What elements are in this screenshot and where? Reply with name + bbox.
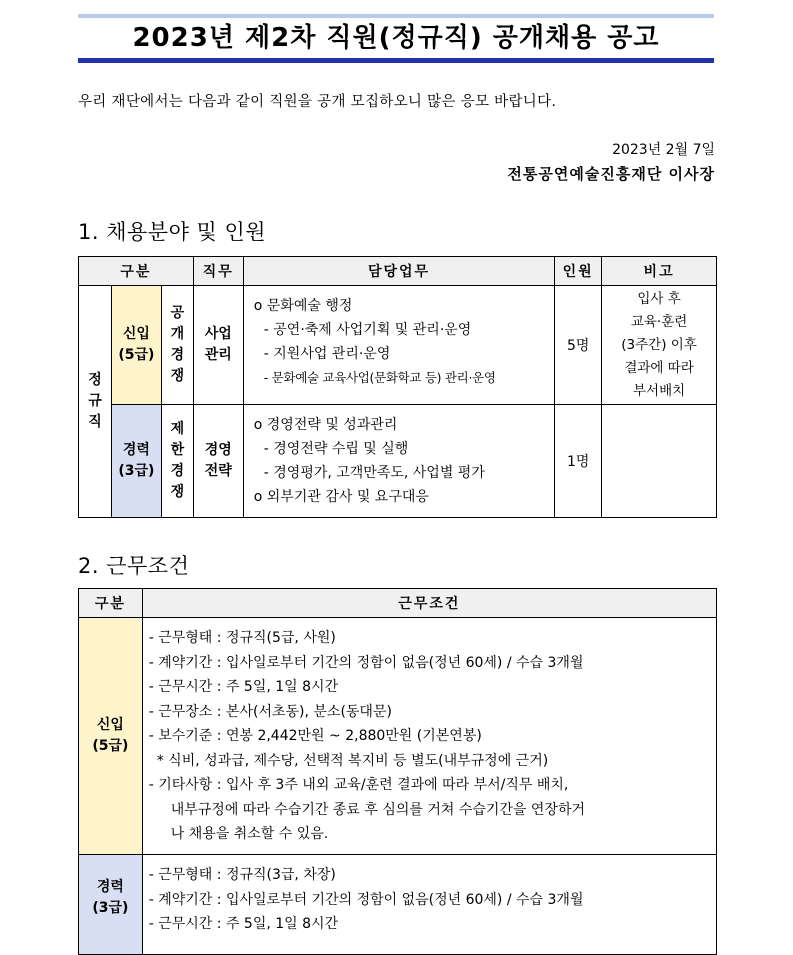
duty-item: o 경영전략 및 성과관리 [253,417,398,433]
type-char: 개 [170,326,185,342]
job-line: 관리 [204,347,232,363]
job-cell [193,286,243,405]
count-cell: 1명 [555,405,602,518]
table-row [79,855,717,955]
duties-cell [243,286,554,405]
duty-item: - 문화예술 교육사업(문화학교 등) 관리·운영 [263,370,496,385]
type-char: 한 [170,442,185,458]
type-char: 쟁 [170,484,185,500]
duty-item: - 경영전략 수립 및 실행 [263,441,409,457]
title-block [78,14,714,63]
condition-line: - 기타사항 : 입사 후 3주 내외 교육/훈련 결과에 따라 부서/직무 배치, [148,777,569,793]
grade-level: (3급) [118,463,155,479]
header-conditions: 근무조건 [142,589,716,618]
count-cell: 5명 [555,286,602,405]
condition-line: - 계약기간 : 입사일로부터 기간의 정함이 없음(정년 60세) / 수습 3개월 [148,654,584,671]
duty-item: - 지원사업 관리·운영 [263,346,391,362]
condition-line: - 보수기준 : 연봉 2,442만원 ~ 2,880만원 (기본연봉) [148,728,482,744]
header-note: 비고 [602,257,717,286]
condition-continuation: 나 채용을 취소할 수 있음. [170,826,329,842]
table-header-row [79,257,717,286]
note-cell [602,405,717,518]
condition-line: - 계약기간 : 입사일로부터 기간의 정함이 없음(정년 60세) / 수습 3개월 [148,891,584,908]
condition-line: - 근무시간 : 주 5일, 1일 8시간 [148,679,339,695]
type-char: 공 [170,305,185,321]
grade-cell [111,405,161,518]
hiring-type-cell [161,405,193,518]
note-line: (3주간) 이후 [621,336,697,353]
section2-title: 2. 근무조건 [78,554,190,578]
grade-cell [111,286,161,405]
table-row [79,405,717,518]
group-label [79,286,112,518]
header-duties: 담당업무 [243,257,554,286]
note-line: 입사 후 [637,290,681,307]
type-char: 쟁 [170,368,185,384]
note-line: 결과에 따라 [624,359,694,376]
grade-level: (5급) [92,738,129,754]
issuer: 전통공연예술진흥재단 이사장 [507,165,715,183]
title-bottom-rule [78,58,714,63]
condition-note: * 식비, 성과급, 제수당, 선택적 복지비 등 별도(내부규정에 근거) [156,752,549,769]
type-char: 경 [170,347,185,363]
duties-cell [243,405,554,518]
job-line: 경영 [204,442,232,458]
grade-label: 신입 [96,717,124,733]
conditions-cell [142,618,716,855]
note-line: 부서배치 [632,382,686,399]
table-row [79,286,717,405]
header-job: 직무 [193,257,243,286]
condition-line: - 근무형태 : 정규직(5급, 사원) [148,630,336,646]
announcement-date: 2023년 2월 7일 [612,142,715,158]
grade-level: (3급) [92,900,129,916]
duty-item: - 공연·축제 사업기획 및 관리·운영 [263,322,472,338]
conditions-cell [142,855,716,955]
page-title: 2023년 제2차 직원(정규직) 공개채용 공고 [132,23,660,53]
grade-label: 경력 [122,442,150,458]
grade-label: 경력 [96,879,124,895]
grade-cell [79,855,143,955]
job-line: 사업 [204,326,232,342]
group-char: 규 [88,393,102,409]
conditions-table [78,588,717,955]
duty-item: - 경영평가, 고객만족도, 사업별 평가 [263,465,485,481]
grade-level: (5급) [118,347,155,363]
group-char: 정 [88,372,102,388]
condition-continuation: 내부규정에 따라 수습기간 종료 후 심의를 거쳐 수습기간을 연장하거 [170,801,586,818]
note-line: 교육·훈련 [630,313,688,330]
duty-item: o 외부기관 감사 및 요구대응 [253,489,429,505]
hiring-type-cell [161,286,193,405]
table-header-row [79,589,717,618]
job-cell [193,405,243,518]
recruitment-table [78,256,717,518]
type-char: 경 [170,463,185,479]
header-category: 구분 [79,257,194,286]
condition-line: - 근무장소 : 본사(서초동), 분소(동대문) [148,703,392,720]
duty-item: o 문화예술 행정 [253,298,353,314]
grade-cell [79,618,143,855]
condition-line: - 근무형태 : 정규직(3급, 차장) [148,867,336,883]
table-row [79,618,717,855]
intro-text: 우리 재단에서는 다음과 같이 직원을 공개 모집하오니 많은 응모 바랍니다. [78,94,557,110]
type-char: 제 [170,421,185,437]
section1-title: 1. 채용분야 및 인원 [78,220,267,244]
grade-label: 신입 [122,326,150,342]
header-count: 인원 [555,257,602,286]
job-line: 전략 [204,463,232,479]
header-category: 구분 [79,589,143,618]
group-char: 직 [88,414,102,430]
condition-line: - 근무시간 : 주 5일, 1일 8시간 [148,916,339,932]
note-cell [602,286,717,405]
